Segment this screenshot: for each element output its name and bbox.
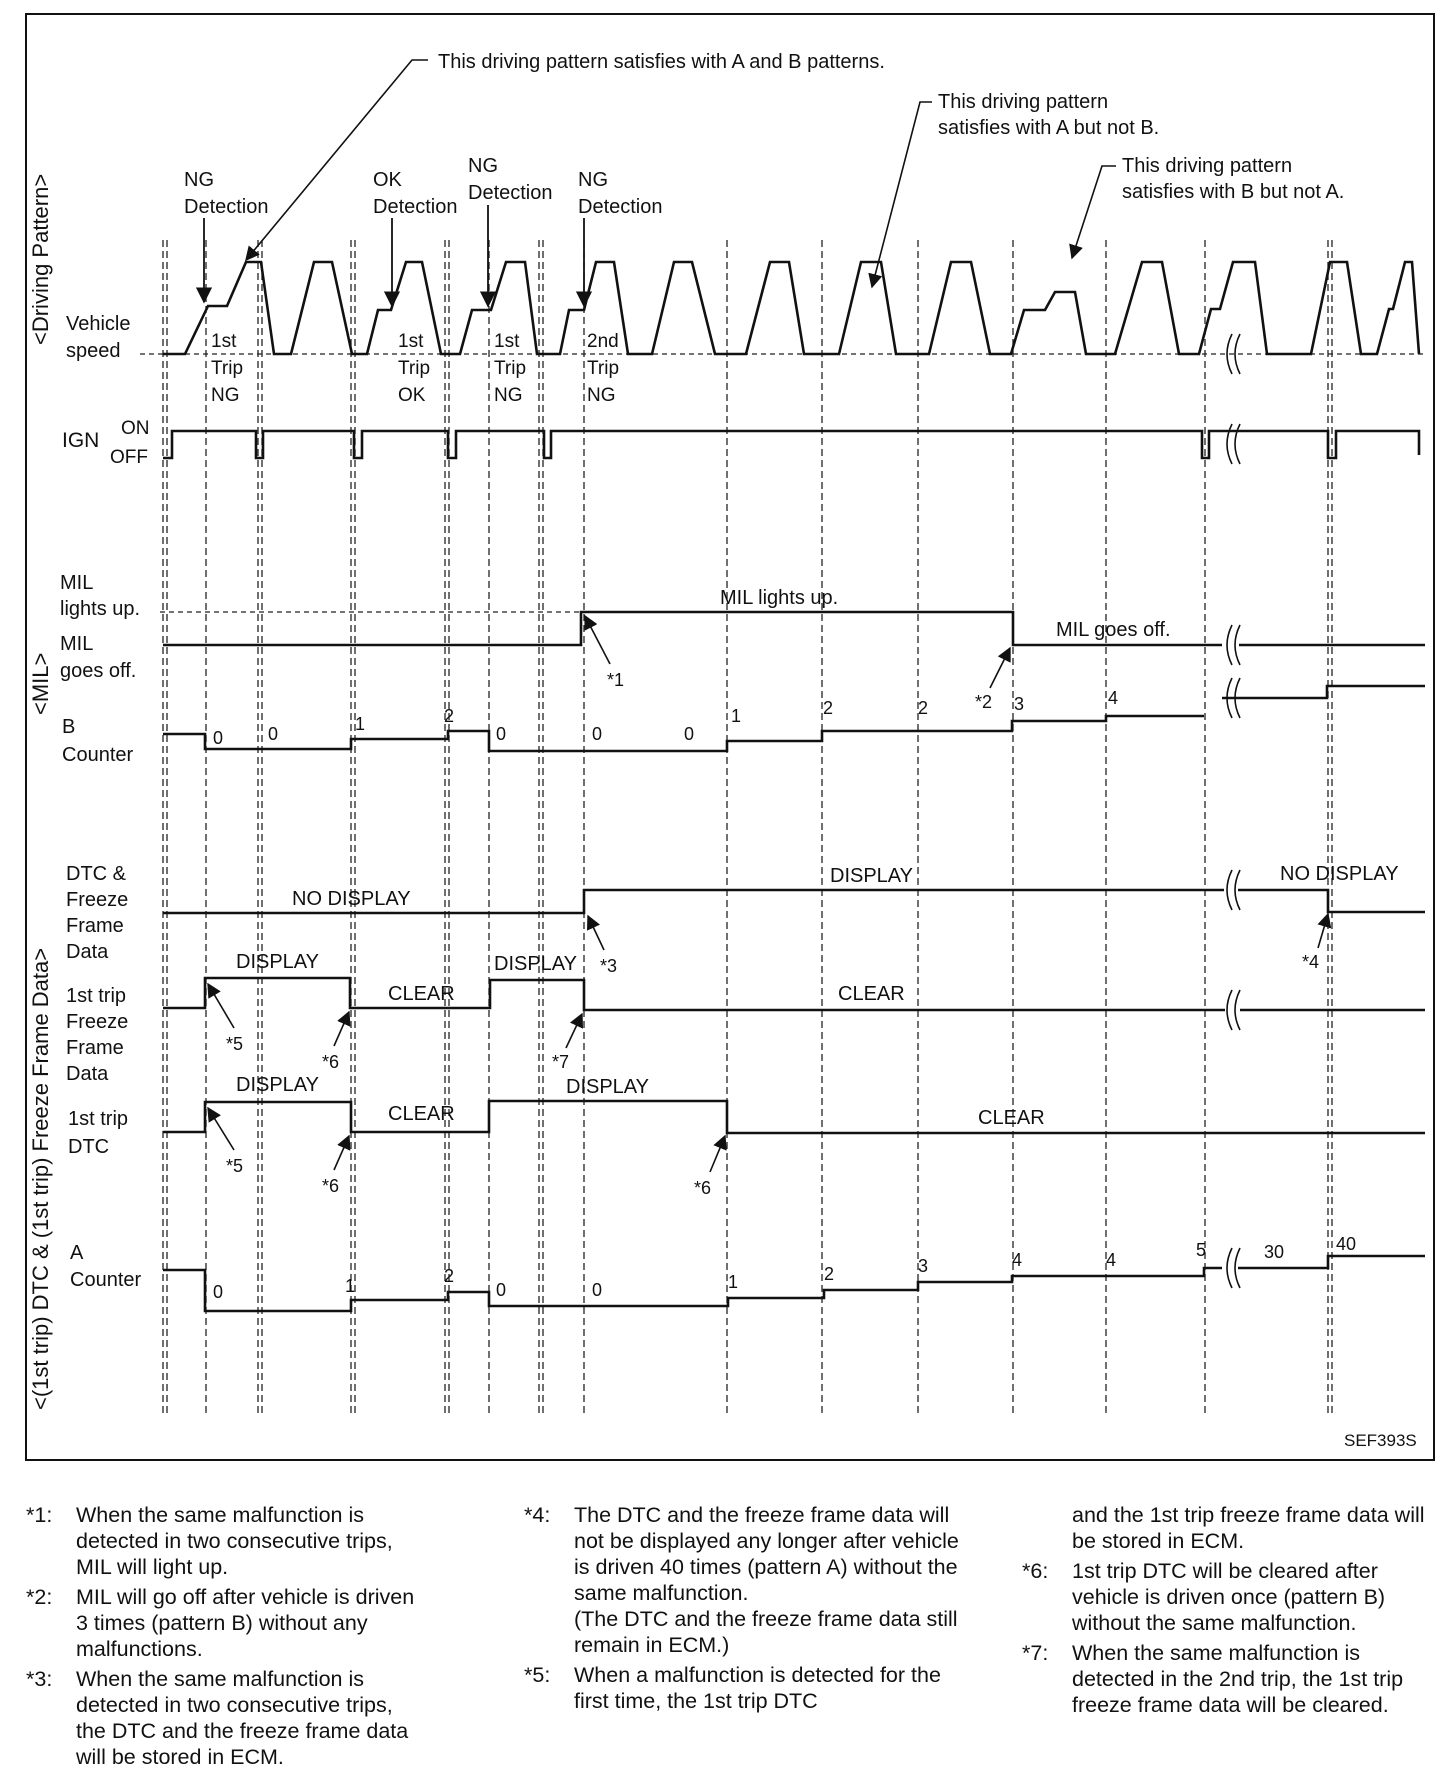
marker-6a: *6 — [322, 1052, 340, 1072]
detection-4-l2: Detection — [578, 196, 663, 218]
label-ff-3: Frame — [66, 1037, 124, 1059]
marker-2: *2 — [975, 692, 993, 712]
a-value-2: 1 — [345, 1276, 356, 1296]
a-value-10: 4 — [1106, 1250, 1117, 1270]
b-value-6: 0 — [592, 724, 603, 744]
marker-5a-arrow — [208, 984, 234, 1028]
note-2 — [26, 1584, 426, 1662]
marker-6c: *6 — [694, 1178, 712, 1198]
label-b-1: B — [62, 716, 76, 738]
note-3-text: When the same malfunction is detected in two consecutive trips, the DTC and the freeze frame data will be stored in ECM. — [76, 1667, 409, 1769]
b-value-10: 2 — [918, 698, 929, 718]
note-4-number: *4: — [524, 1503, 551, 1527]
a-value-12: 30 — [1264, 1242, 1285, 1262]
marker-5b: *5 — [226, 1156, 244, 1176]
marker-6b: *6 — [322, 1176, 340, 1196]
marker-1-arrow — [585, 616, 610, 664]
b-value-2: 0 — [268, 724, 279, 744]
b-value-9: 2 — [823, 698, 834, 718]
marker-4-arrow — [1318, 914, 1328, 948]
state-td-clear-2: CLEAR — [978, 1107, 1045, 1129]
marker-3-arrow — [588, 916, 604, 950]
a-value-11: 5 — [1196, 1240, 1207, 1260]
label-b-2: Counter — [62, 744, 134, 766]
label-td-1: 1st trip — [68, 1108, 129, 1130]
label-a-2: Counter — [70, 1269, 142, 1291]
state-mil-goes-off: MIL goes off. — [1056, 619, 1171, 641]
detection-4-l1: NG — [578, 169, 608, 191]
b-value-11: 3 — [1014, 694, 1025, 714]
state-ff-clear-2: CLEAR — [838, 983, 905, 1005]
state-dtc-no-display-1: NO DISPLAY — [292, 888, 411, 910]
trip-separators — [163, 240, 1332, 1416]
callout-a-not-b-1: This driving pattern — [938, 91, 1109, 113]
trip-2-l3: OK — [398, 385, 426, 406]
break-symbol-5-0 — [1227, 990, 1232, 1030]
note-2-text: MIL will go off after vehicle is driven 3 times (pattern B) without any malfunctions. — [76, 1585, 415, 1661]
label-speed: speed — [66, 340, 121, 362]
trip-3-l2: Trip — [494, 358, 527, 379]
section-label-mil: <MIL> — [28, 652, 53, 715]
note-6-text: 1st trip DTC will be cleared after vehicle is driven once (pattern B) without the same malfunction. — [1072, 1559, 1386, 1635]
note-7-text: When the same malfunction is detected in the 2nd trip, the 1st trip freeze frame data will be cleared. — [1072, 1641, 1404, 1717]
trip-4-l2: Trip — [587, 358, 620, 379]
first-trip-dtc-waveform — [163, 1101, 1425, 1133]
footnotes-column-2 — [524, 1502, 964, 1718]
trip-3-l3: NG — [494, 385, 523, 406]
marker-6a-arrow — [334, 1012, 349, 1046]
note-5-number: *5: — [524, 1663, 551, 1687]
label-a-1: A — [70, 1242, 84, 1264]
trip-4-l3: NG — [587, 385, 616, 406]
a-value-1: 0 — [213, 1282, 224, 1302]
b-counter-waveform-tail — [1222, 686, 1425, 698]
trip-2-l2: Trip — [398, 358, 431, 379]
state-dtc-no-display-2: NO DISPLAY — [1280, 863, 1399, 885]
note-6-number: *6: — [1022, 1559, 1049, 1583]
marker-6c-arrow — [710, 1136, 725, 1172]
footnotes-column-3 — [1022, 1502, 1432, 1722]
label-mil-2: lights up. — [60, 598, 141, 620]
state-ff-clear-1: CLEAR — [388, 983, 455, 1005]
label-dtc-2: Freeze — [66, 889, 129, 911]
state-td-display-1: DISPLAY — [236, 1074, 319, 1096]
section-label-driving-pattern: <Driving Pattern> — [28, 173, 53, 345]
break-symbol-2-0 — [1227, 625, 1232, 665]
note-6 — [1022, 1558, 1432, 1636]
note-5-text: When a malfunction is detected for the first time, the 1st trip DTC — [574, 1663, 941, 1713]
trip-4-l1: 2nd — [587, 331, 619, 352]
detection-2-l2: Detection — [373, 196, 458, 218]
b-value-4: 2 — [444, 706, 455, 726]
state-td-clear-1: CLEAR — [388, 1103, 455, 1125]
detection-3-l1: NG — [468, 155, 498, 177]
a-value-8: 3 — [918, 1256, 929, 1276]
note-1 — [26, 1502, 426, 1580]
label-ff-4: Data — [66, 1063, 109, 1085]
callout-a-not-b-leader — [872, 102, 932, 287]
label-dtc-1: DTC & — [66, 863, 126, 885]
section-label-dtc: <(1st trip) DTC & (1st trip) Freeze Frame Data> — [28, 947, 53, 1410]
callout-ab-leader — [246, 60, 428, 260]
label-dtc-4: Data — [66, 941, 109, 963]
a-value-5: 0 — [592, 1280, 603, 1300]
b-value-8: 1 — [731, 706, 742, 726]
marker-4: *4 — [1302, 952, 1320, 972]
note-2-number: *2: — [26, 1585, 53, 1609]
detection-1-l2: Detection — [184, 196, 269, 218]
marker-1: *1 — [607, 670, 625, 690]
note-4-text-main: The DTC and the freeze frame data will not be displayed any longer after vehicle is driven 40 times (pattern A) without the same malfunction. — [574, 1503, 959, 1605]
label-vehicle: Vehicle — [66, 313, 131, 335]
state-ff-display-2: DISPLAY — [494, 953, 577, 975]
label-ff-2: Freeze — [66, 1011, 129, 1033]
a-value-9: 4 — [1012, 1250, 1023, 1270]
detection-3-l2: Detection — [468, 182, 553, 204]
figure-id: SEF393S — [1344, 1431, 1417, 1450]
b-value-3: 1 — [355, 714, 366, 734]
callout-ab-pattern: This driving pattern satisfies with A and B patterns. — [438, 51, 885, 73]
callout-b-not-a-2: satisfies with B but not A. — [1122, 181, 1345, 203]
a-value-6: 1 — [728, 1272, 739, 1292]
first-trip-freeze-frame-waveform — [163, 978, 1225, 1010]
note-5-continued-text: and the 1st trip freeze frame data will be stored in ECM. — [1072, 1503, 1425, 1553]
state-td-display-2: DISPLAY — [566, 1076, 649, 1098]
note-4-text-paren: (The DTC and the freeze frame data still remain in ECM.) — [574, 1607, 958, 1657]
callout-a-not-b-2: satisfies with A but not B. — [938, 117, 1160, 139]
marker-5a: *5 — [226, 1034, 244, 1054]
a-value-3: 2 — [444, 1266, 455, 1286]
footnotes-column-1 — [26, 1502, 426, 1774]
label-ign: IGN — [62, 429, 100, 452]
note-7-number: *7: — [1022, 1641, 1049, 1665]
label-td-2: DTC — [68, 1136, 110, 1158]
trip-1-l2: Trip — [211, 358, 244, 379]
label-mil-4: goes off. — [60, 660, 137, 682]
label-ff-1: 1st trip — [66, 985, 127, 1007]
label-mil-3: MIL — [60, 633, 94, 655]
a-counter-waveform — [163, 1268, 1222, 1311]
marker-6b-arrow — [334, 1136, 349, 1170]
marker-7-arrow — [566, 1014, 582, 1048]
label-dtc-3: Frame — [66, 915, 124, 937]
note-4-text — [574, 1502, 964, 1658]
marker-5b-arrow — [208, 1108, 234, 1150]
state-ff-display-1: DISPLAY — [236, 951, 319, 973]
diagram-frame — [26, 14, 1434, 1460]
b-value-1: 0 — [213, 728, 224, 748]
label-on: ON — [121, 418, 150, 439]
b-value-5: 0 — [496, 724, 507, 744]
trip-3-l1: 1st — [494, 331, 520, 352]
b-value-7: 0 — [684, 724, 695, 744]
break-symbol-6-0 — [1227, 1248, 1232, 1288]
note-3-number: *3: — [26, 1667, 53, 1691]
note-7 — [1022, 1640, 1432, 1718]
marker-3: *3 — [600, 956, 618, 976]
marker-7: *7 — [552, 1052, 570, 1072]
callout-b-not-a-1: This driving pattern — [1122, 155, 1293, 177]
note-1-number: *1: — [26, 1503, 53, 1527]
trip-2-l1: 1st — [398, 331, 424, 352]
callout-b-not-a-leader — [1072, 166, 1116, 258]
label-mil-1: MIL — [60, 572, 94, 594]
break-symbol-5-1 — [1235, 990, 1240, 1030]
detection-2-l1: OK — [373, 169, 402, 191]
state-mil-lights-up: MIL lights up. — [720, 587, 839, 609]
note-5-continued — [1022, 1502, 1432, 1554]
break-symbol-4-0 — [1227, 870, 1232, 910]
marker-2-arrow — [990, 648, 1010, 688]
state-dtc-display: DISPLAY — [830, 865, 913, 887]
trip-1-l3: NG — [211, 385, 240, 406]
trip-1-l1: 1st — [211, 331, 237, 352]
note-3 — [26, 1666, 426, 1770]
b-value-12: 4 — [1108, 688, 1119, 708]
detection-1-l1: NG — [184, 169, 214, 191]
a-value-13: 40 — [1336, 1234, 1357, 1254]
note-1-text: When the same malfunction is detected in two consecutive trips, MIL will light up. — [76, 1503, 393, 1579]
note-5 — [524, 1662, 964, 1714]
a-value-4: 0 — [496, 1280, 507, 1300]
footnotes — [26, 1502, 1436, 1772]
note-4 — [524, 1502, 964, 1658]
label-off: OFF — [110, 447, 148, 468]
a-value-7: 2 — [824, 1264, 835, 1284]
